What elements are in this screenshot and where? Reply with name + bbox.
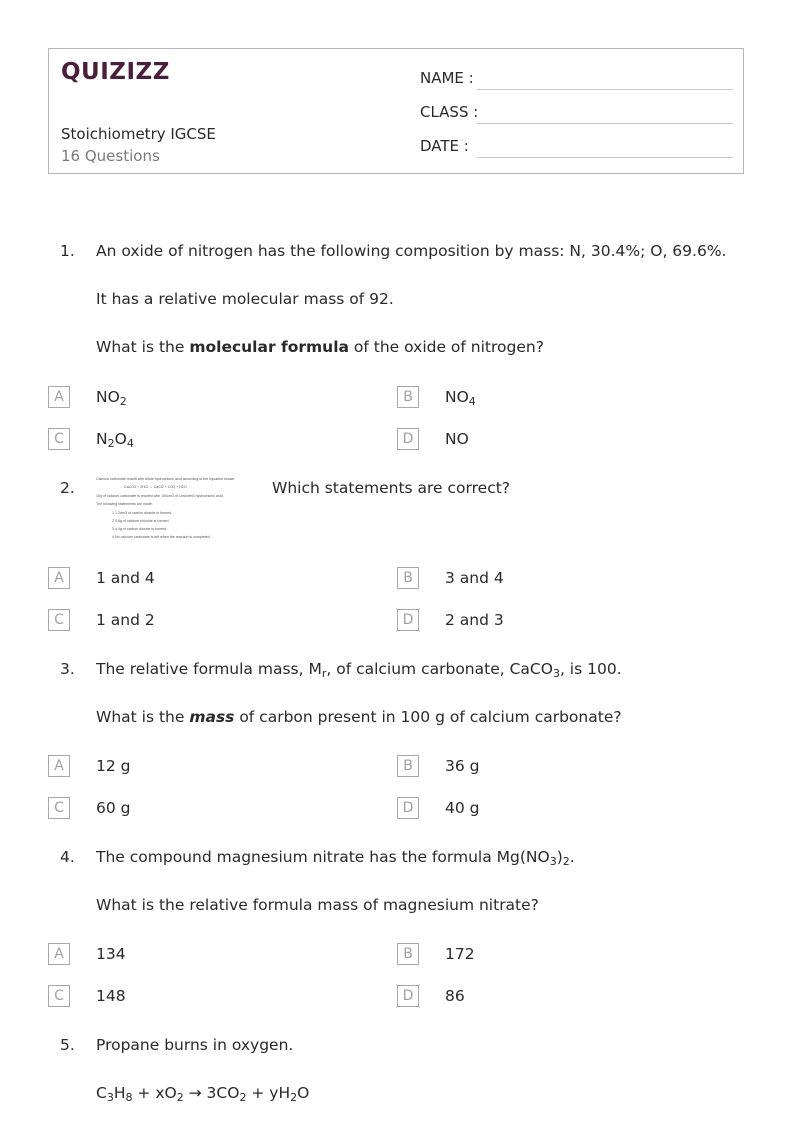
question-text: The relative formula mass, $M_r$, of calcium carbonate, CaCO$_3$, is 100.: [96, 660, 622, 680]
question-number: 5.: [60, 1036, 75, 1054]
question-text: An oxide of nitrogen has the following composition by mass: N, 30.4%; O, 69.6%.: [96, 242, 727, 260]
image-text-line: 2 5.6g of calcium chloride is formed.: [112, 519, 170, 523]
question-image: [96, 474, 256, 544]
option-b-box[interactable]: B: [397, 943, 419, 965]
image-text-line: CaCO3 + 2HCl → CaCl2 + CO2 + H2O: [124, 485, 187, 489]
option-a-text: 1 and 4: [96, 569, 155, 587]
option-d-box[interactable]: D: [397, 797, 419, 819]
option-a-text: 134: [96, 945, 126, 963]
question-text: Which statements are correct?: [272, 479, 511, 497]
option-c-box[interactable]: C: [48, 428, 70, 450]
option-b-text: 36 g: [445, 757, 480, 775]
option-a-box[interactable]: A: [48, 386, 70, 408]
question-text: Propane burns in oxygen.: [96, 1036, 294, 1054]
option-d-text: 2 and 3: [445, 611, 504, 629]
option-d-box[interactable]: D: [397, 428, 419, 450]
worksheet-title: Stoichiometry IGCSE: [61, 125, 216, 143]
option-b-text: 172: [445, 945, 475, 963]
chemical-equation: $C_3H_8 + xO_2 \to 3CO_2 + yH_2O$: [96, 1084, 310, 1104]
question-text: What is the molecular formula of the oxide of nitrogen?: [96, 338, 544, 356]
option-c-text: $N_2O_4$: [96, 430, 134, 450]
option-d-box[interactable]: D: [397, 985, 419, 1007]
question-text: What is the relative formula mass of magnesium nitrate?: [96, 896, 539, 914]
name-label: NAME :: [420, 69, 474, 87]
option-a-text: 12 g: [96, 757, 131, 775]
option-b-box[interactable]: B: [397, 567, 419, 589]
option-d-text: 40 g: [445, 799, 480, 817]
option-c-text: 60 g: [96, 799, 131, 817]
date-line[interactable]: [477, 157, 733, 158]
question-number: 2.: [60, 479, 75, 497]
image-text-line: 1 1.2dm3 of carbon dioxide is formed.: [112, 511, 173, 515]
question-text: The compound magnesium nitrate has the formula $Mg(NO_3)_2$.: [96, 848, 575, 868]
option-b-text: 3 and 4: [445, 569, 504, 587]
option-b-box[interactable]: B: [397, 755, 419, 777]
image-text-line: 10g of calcium carbonate is reacted with 100cm3 of 1mol/dm3 hydrochloric acid.: [96, 494, 224, 498]
question-text: What is the mass of carbon present in 100 g of calcium carbonate?: [96, 708, 622, 726]
option-a-text: $NO_2$: [96, 388, 127, 408]
option-c-box[interactable]: C: [48, 985, 70, 1007]
question-number: 1.: [60, 242, 75, 260]
option-c-text: 148: [96, 987, 126, 1005]
worksheet-header: [48, 48, 744, 174]
class-line[interactable]: [477, 123, 733, 124]
option-c-text: 1 and 2: [96, 611, 155, 629]
date-label: DATE :: [420, 137, 469, 155]
question-text: It has a relative molecular mass of 92.: [96, 290, 394, 308]
question-number: 3.: [60, 660, 75, 678]
question-count: 16 Questions: [61, 147, 160, 165]
option-c-box[interactable]: C: [48, 609, 70, 631]
option-d-text: 86: [445, 987, 465, 1005]
name-line[interactable]: [477, 89, 733, 90]
option-d-box[interactable]: D: [397, 609, 419, 631]
class-label: CLASS :: [420, 103, 479, 121]
question-number: 4.: [60, 848, 75, 866]
image-text-line: Calcium carbonate reacts with dilute hydrochloric acid according to the equation shown.: [96, 477, 236, 481]
image-text-line: The following statements are made.: [96, 502, 153, 506]
image-text-line: 3 4.4g of carbon dioxide is formed.: [112, 527, 168, 531]
option-a-box[interactable]: A: [48, 567, 70, 589]
option-d-text: NO: [445, 430, 469, 448]
option-b-box[interactable]: B: [397, 386, 419, 408]
option-c-box[interactable]: C: [48, 797, 70, 819]
option-a-box[interactable]: A: [48, 943, 70, 965]
option-b-text: $NO_4$: [445, 388, 476, 408]
image-text-line: 4 No calcium carbonate is left when the reaction is completed.: [112, 535, 211, 539]
quizizz-logo: QUIZIZZ: [61, 59, 170, 85]
option-a-box[interactable]: A: [48, 755, 70, 777]
